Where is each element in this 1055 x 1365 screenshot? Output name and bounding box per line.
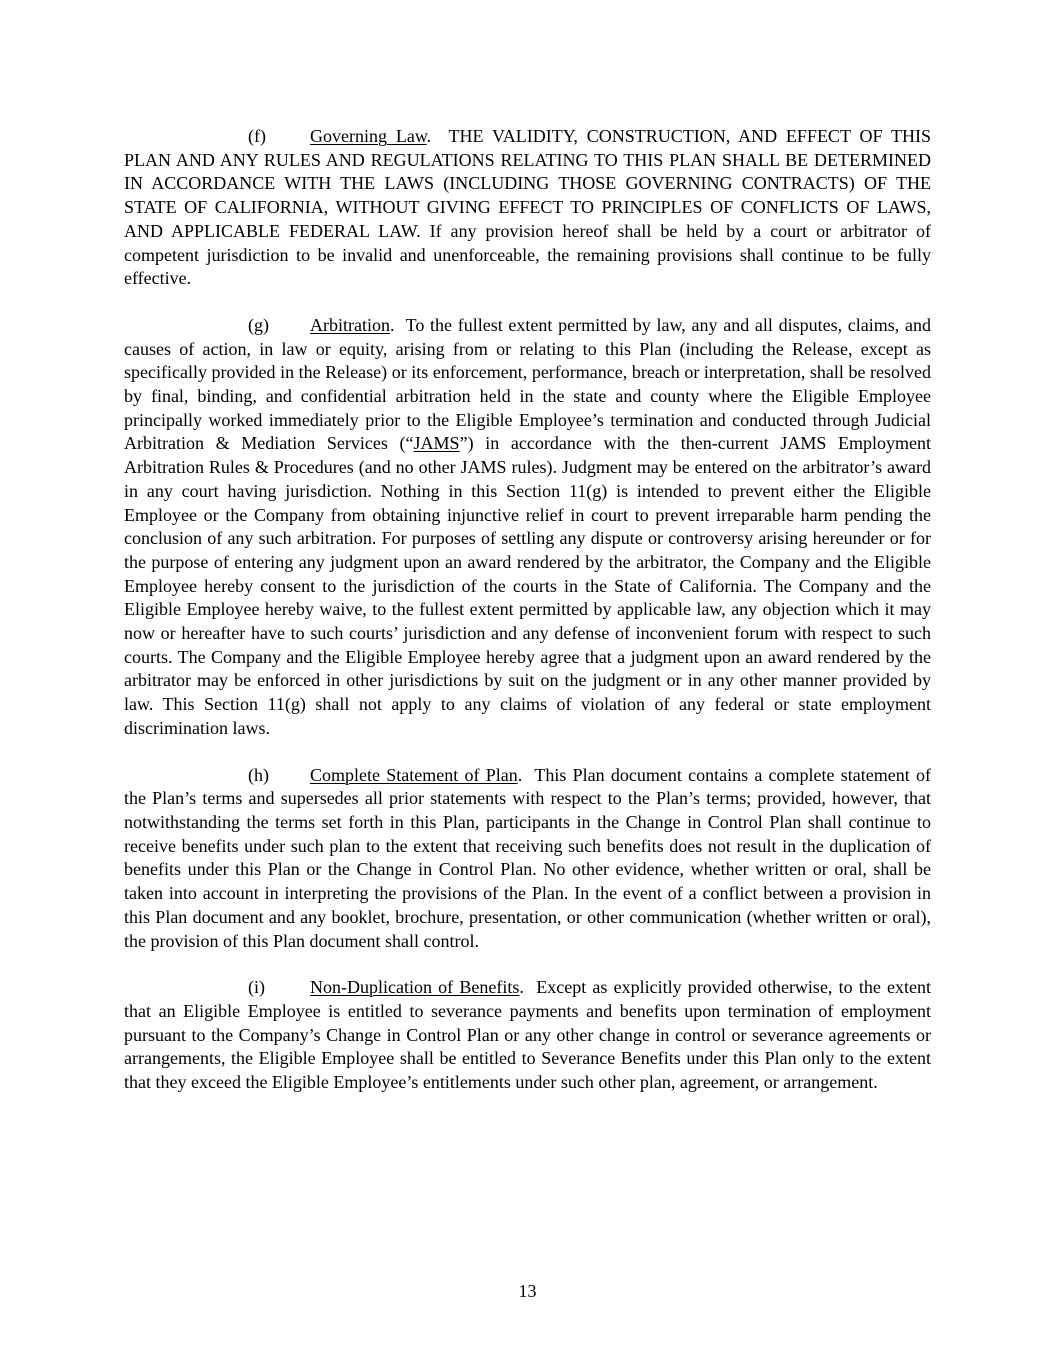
heading-period: . — [389, 314, 395, 335]
section-g-arbitration — [124, 314, 931, 741]
section-body: THE VALIDITY, CONSTRUCTION, AND EFFECT OF THIS PLAN AND ANY RULES AND REGULATIONS RELATING TO THIS PLAN SHALL BE DETERMINED IN ACCORDANCE WITH THE LAWS (INCLUDING THOSE GOVERNING CONTRACTS) OF THE STATE OF CALIFORNIA, WITHOUT GIVING EFFECT TO PRINCIPLES OF CONFLICTS OF LAWS, AND APPLICABLE FEDERAL LAW. If any provision hereof shall be held by a court or arbitrator of competent jurisdiction to be invalid and unenforceable, the remaining provisions shall continue to be fully effective. — [124, 126, 931, 289]
section-body-part-2: ”) in accordance with the then-current JAMS Employment Arbitration Rules & Procedures (and no other JAMS rules). Judgment may be entered on the arbitrator’s award in any court having jurisdiction. Nothing in this Section 11(g) is intended to prevent either the Eligible Employee or the Company from obtaining injunctive relief in court to prevent irreparable harm pending the conclusion of any such arbitration. For purposes of settling any dispute or controversy arising hereunder or for the purpose of entering any judgment upon an award rendered by the arbitrator, the Company and the Eligible Employee hereby consent to the jurisdiction of the courts in the State of California. The Company and the Eligible Employee hereby waive, to the fullest extent permitted by applicable law, any objection which it may now or hereafter have to such courts’ jurisdiction and any defense of inconvenient forum with respect to such courts. The Company and the Eligible Employee hereby agree that a judgment upon an award rendered by the arbitrator may be enforced in other jurisdictions by suit on the judgment or in any other manner provided by law. This Section 11(g) shall not apply to any claims of violation of any federal or state employment discrimination laws. — [124, 433, 931, 738]
section-number: (f) — [248, 126, 266, 146]
document-body — [124, 125, 931, 1118]
section-h-complete-statement — [124, 764, 931, 954]
heading-period: . — [426, 126, 432, 146]
section-number: (h) — [248, 764, 269, 785]
section-body: Except as explicitly provided otherwise, to the extent that an Eligible Employee is entitled to severance payments and benefits upon termination of employment pursuant to the Company’s Change in Control Plan or any other change in control or severance agreements or arrangements, the Eligible Employee shall be entitled to Severance Benefits under this Plan only to the extent that they exceed the Eligible Employee’s entitlements under such other plan, agreement, or arrangement. — [124, 977, 931, 1093]
section-body: This Plan document contains a complete statement of the Plan’s terms and supersedes all prior statements with respect to the Plan’s terms; provided, however, that notwithstanding the terms set forth in this Plan, participants in the Change in Control Plan shall continue to receive benefits under such plan to the extent that receiving such benefits does not result in the duplication of benefits under this Plan or the Change in Control Plan. No other evidence, whether written or oral, shall be taken into account in interpreting the provisions of the Plan. In the event of a conflict between a provision in this Plan document and any booklet, brochure, presentation, or other communication (whether written or oral), the provision of this Plan document shall control. — [124, 764, 931, 951]
heading-period: . — [517, 764, 523, 785]
section-f-governing-law — [124, 125, 931, 291]
section-body-part-1: To the fullest extent permitted by law, any and all disputes, claims, and causes of action, in law or equity, arising from or relating to this Plan (including the Release, except as specifically provided in the Release) or its enforcement, performance, breach or interpretation, shall be resolved by final, binding, and confidential arbitration held in the state and county where the Eligible Employee principally worked immediately prior to the Eligible Employee’s termination and conducted through Judicial Arbitration & Mediation Services (“ — [124, 314, 931, 454]
section-heading: Arbitration — [310, 314, 390, 335]
section-heading: Non-Duplication of Benefits — [310, 977, 520, 998]
heading-period: . — [519, 977, 524, 998]
section-number: (i) — [248, 977, 265, 998]
page-number: 13 — [518, 1281, 537, 1301]
section-heading: Complete Statement of Plan — [310, 764, 518, 785]
section-heading: Governing Law — [310, 126, 427, 146]
section-number: (g) — [248, 314, 269, 335]
section-i-non-duplication — [124, 976, 931, 1095]
defined-term-jams: JAMS — [413, 433, 460, 454]
